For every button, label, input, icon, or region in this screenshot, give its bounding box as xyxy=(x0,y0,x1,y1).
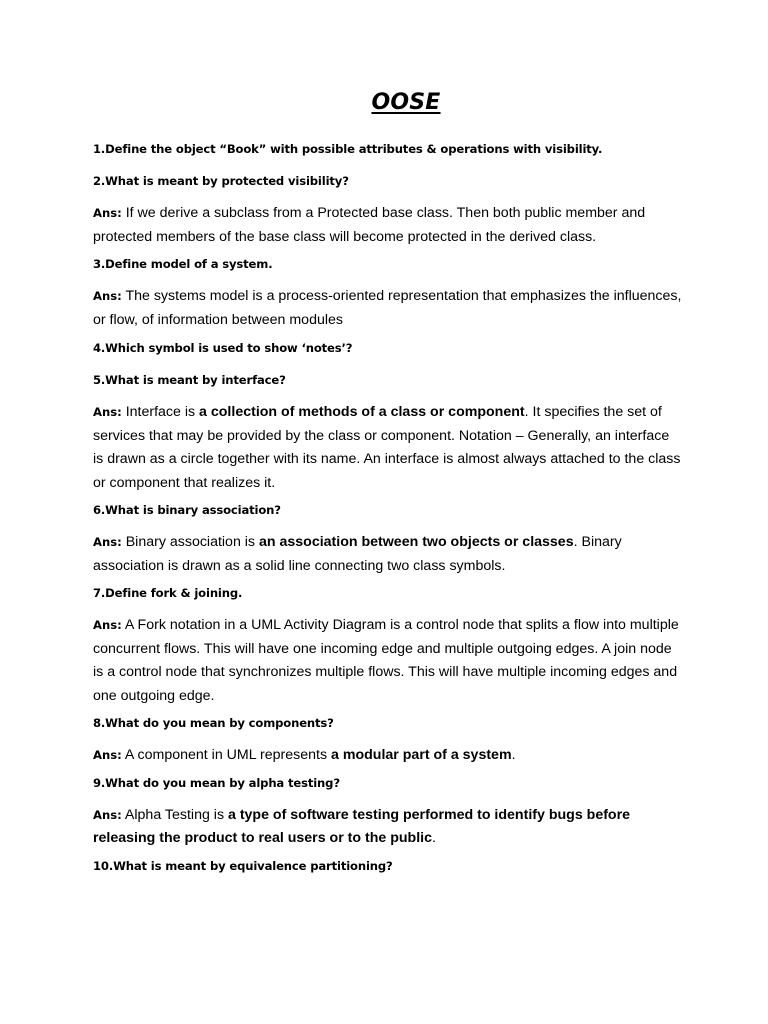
question-1: 1.Define the object “Book” with possible attributes & operations with visibility. xyxy=(93,142,603,156)
answer-text: . xyxy=(431,830,436,846)
question-5: 5.What is meant by interface? xyxy=(93,373,286,387)
document-title: OOSE xyxy=(371,90,441,115)
answer-emphasis: a modular part of a system xyxy=(331,747,512,763)
question-10: 10.What is meant by equivalence partitioning? xyxy=(93,858,393,873)
answer-8 xyxy=(93,744,683,768)
answer-label: Ans: xyxy=(93,748,122,762)
question-3: 3.Define model of a system. xyxy=(93,257,273,271)
answer-label: Ans: xyxy=(93,807,122,822)
answer-text: . xyxy=(511,747,516,763)
question-4: 4.Which symbol is used to show ‘notes’? xyxy=(93,341,353,355)
answer-text: . It specifies the set of services that may be provided by the class or component. Notation – Generally, an interface is drawn as a circle together with its name. An interface is almost always attached to the class or component that realizes it. xyxy=(93,404,681,491)
answer-emphasis: an association between two objects or classes xyxy=(258,534,574,550)
qa-content xyxy=(93,141,683,875)
answer-text: The systems model is a process-oriented representation that emphasizes the influences, or flow, of information between modules xyxy=(93,288,682,328)
answer-text: If we derive a subclass from a Protected base class. Then both public member and protected members of the base class will become protected in the derived class. xyxy=(93,205,646,245)
answer-2 xyxy=(93,202,683,249)
answer-emphasis: a type of software testing performed to identify bugs before releasing the product to real users or to the public xyxy=(93,806,631,846)
answer-label: Ans: xyxy=(93,618,122,632)
question-9: 9.What do you mean by alpha testing? xyxy=(93,775,340,790)
answer-emphasis: a collection of methods of a class or component xyxy=(199,404,525,420)
answer-7 xyxy=(93,614,683,708)
question-6: 6.What is binary association? xyxy=(93,503,281,517)
answer-9 xyxy=(93,804,683,851)
answer-text: Binary association is xyxy=(121,534,259,550)
answer-label: Ans: xyxy=(93,206,122,220)
answer-3 xyxy=(93,285,683,332)
answer-text: A component in UML represents xyxy=(121,747,332,763)
question-2: 2.What is meant by protected visibility? xyxy=(93,174,349,188)
question-7: 7.Define fork & joining. xyxy=(93,586,243,600)
answer-6 xyxy=(93,531,683,578)
answer-text: . Binary association is drawn as a solid line connecting two class symbols. xyxy=(93,534,622,574)
question-8: 8.What do you mean by components? xyxy=(93,716,334,730)
answer-label: Ans: xyxy=(93,535,122,549)
answer-text: Interface is xyxy=(121,404,200,420)
answer-5 xyxy=(93,401,683,495)
answer-text: Alpha Testing is xyxy=(121,806,228,823)
answer-label: Ans: xyxy=(93,289,122,303)
answer-label: Ans: xyxy=(93,405,122,419)
answer-text: A Fork notation in a UML Activity Diagram is a control node that splits a flow into multiple concurrent flows. This will have one incoming edge and multiple outgoing edges. A join node is a control node that synchronizes multiple flows. This will have multiple incoming edges and one outgoing edge. xyxy=(93,617,679,704)
